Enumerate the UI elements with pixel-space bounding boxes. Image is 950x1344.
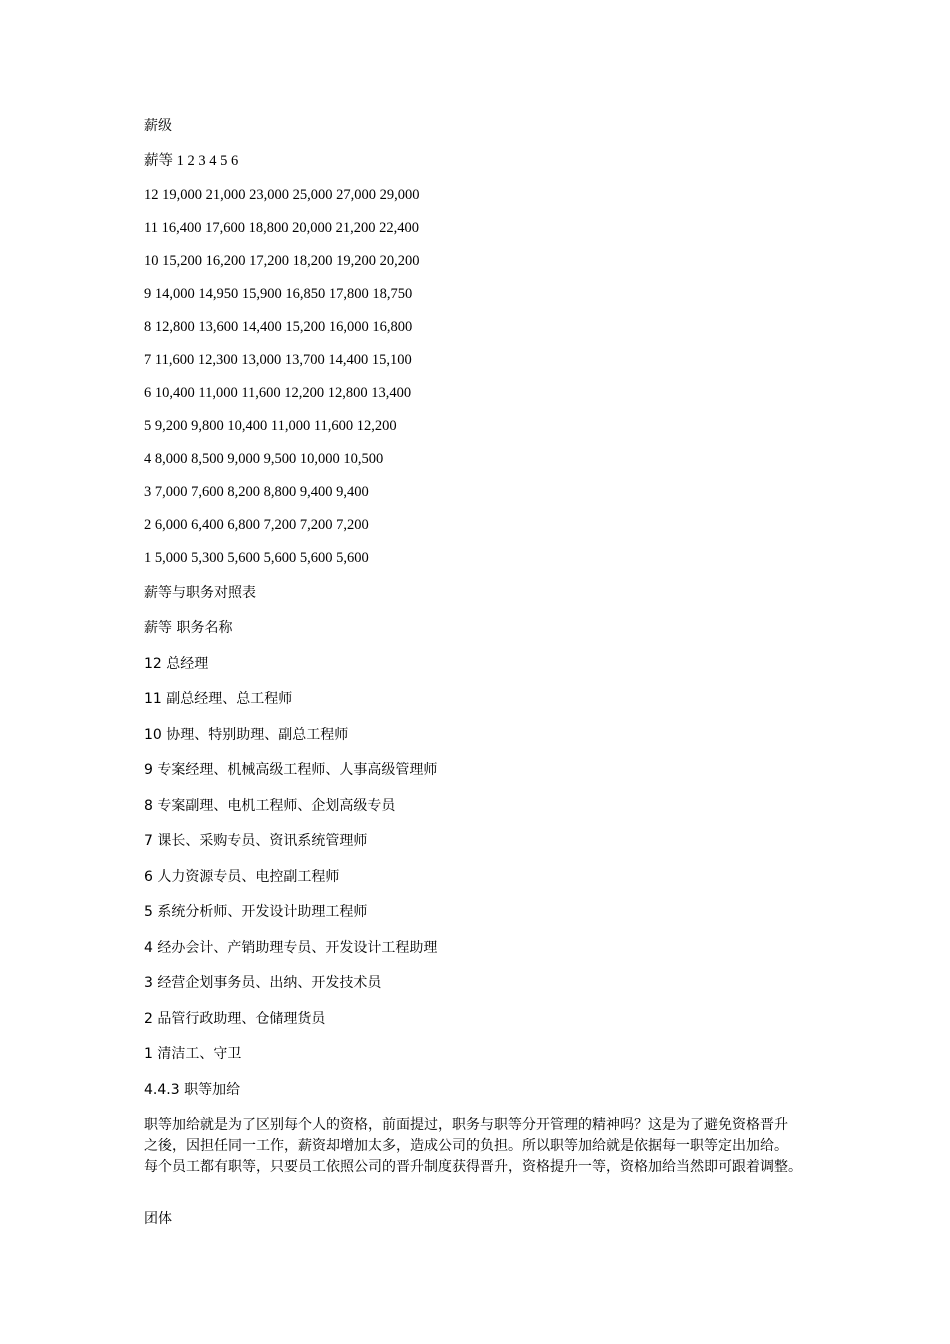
salary-row-8: 8 12,800 13,600 14,400 15,200 16,000 16,800 xyxy=(144,319,413,335)
position-row-12: 12 总经理 xyxy=(144,656,209,672)
position-row-1: 1 清洁工、守卫 xyxy=(144,1046,242,1062)
paragraph-line-1: 职等加给就是为了区别每个人的资格，前面提过，职务与职等分开管理的精神吗？这是为了避免资格晋升 xyxy=(144,1117,788,1133)
salary-row-1: 1 5,000 5,300 5,600 5,600 5,600 5,600 xyxy=(144,550,369,566)
salary-table-header-row: 薪等 1 2 3 4 5 6 xyxy=(144,153,239,169)
position-row-10: 10 协理、特别助理、副总工程师 xyxy=(144,727,349,743)
footer-heading: 团体 xyxy=(144,1211,172,1227)
salary-row-10: 10 15,200 16,200 17,200 18,200 19,200 20,200 xyxy=(144,253,420,269)
position-row-11: 11 副总经理、总工程师 xyxy=(144,691,293,707)
paragraph-line-3: 每个员工都有职等，只要员工依照公司的晋升制度获得晋升，资格提升一等，资格加给当然即可跟着调整。 xyxy=(144,1159,802,1175)
salary-row-6: 6 10,400 11,000 11,600 12,200 12,800 13,400 xyxy=(144,385,412,401)
salary-row-4: 4 8,000 8,500 9,000 9,500 10,000 10,500 xyxy=(144,451,384,467)
position-table-heading: 薪等与职务对照表 xyxy=(144,585,256,601)
salary-table-heading: 薪级 xyxy=(144,118,172,134)
position-row-6: 6 人力资源专员、电控副工程师 xyxy=(144,869,340,885)
position-table-header-row: 薪等 职务名称 xyxy=(144,620,233,636)
salary-row-3: 3 7,000 7,600 8,200 8,800 9,400 9,400 xyxy=(144,484,369,500)
salary-row-7: 7 11,600 12,300 13,000 13,700 14,400 15,100 xyxy=(144,352,412,368)
position-row-8: 8 专案副理、电机工程师、企划高级专员 xyxy=(144,798,396,814)
position-row-4: 4 经办会计、产销助理专员、开发设计工程助理 xyxy=(144,940,438,956)
salary-row-9: 9 14,000 14,950 15,900 16,850 17,800 18,750 xyxy=(144,286,413,302)
position-row-7: 7 课长、采购专员、资讯系统管理师 xyxy=(144,833,368,849)
salary-row-5: 5 9,200 9,800 10,400 11,000 11,600 12,200 xyxy=(144,418,397,434)
section-paragraph xyxy=(144,1115,824,1178)
section-title: 4.4.3 职等加给 xyxy=(144,1082,241,1098)
position-row-9: 9 专案经理、机械高级工程师、人事高级管理师 xyxy=(144,762,438,778)
salary-row-12: 12 19,000 21,000 23,000 25,000 27,000 29,000 xyxy=(144,187,420,203)
position-row-5: 5 系统分析师、开发设计助理工程师 xyxy=(144,904,368,920)
position-row-2: 2 品管行政助理、仓储理货员 xyxy=(144,1011,326,1027)
salary-row-2: 2 6,000 6,400 6,800 7,200 7,200 7,200 xyxy=(144,517,369,533)
paragraph-line-2: 之後，因担任同一工作，薪资却增加太多，造成公司的负担。所以职等加给就是依据每一职等定出加给。 xyxy=(144,1138,788,1154)
salary-row-11: 11 16,400 17,600 18,800 20,000 21,200 22,400 xyxy=(144,220,419,236)
position-row-3: 3 经营企划事务员、出纳、开发技术员 xyxy=(144,975,382,991)
